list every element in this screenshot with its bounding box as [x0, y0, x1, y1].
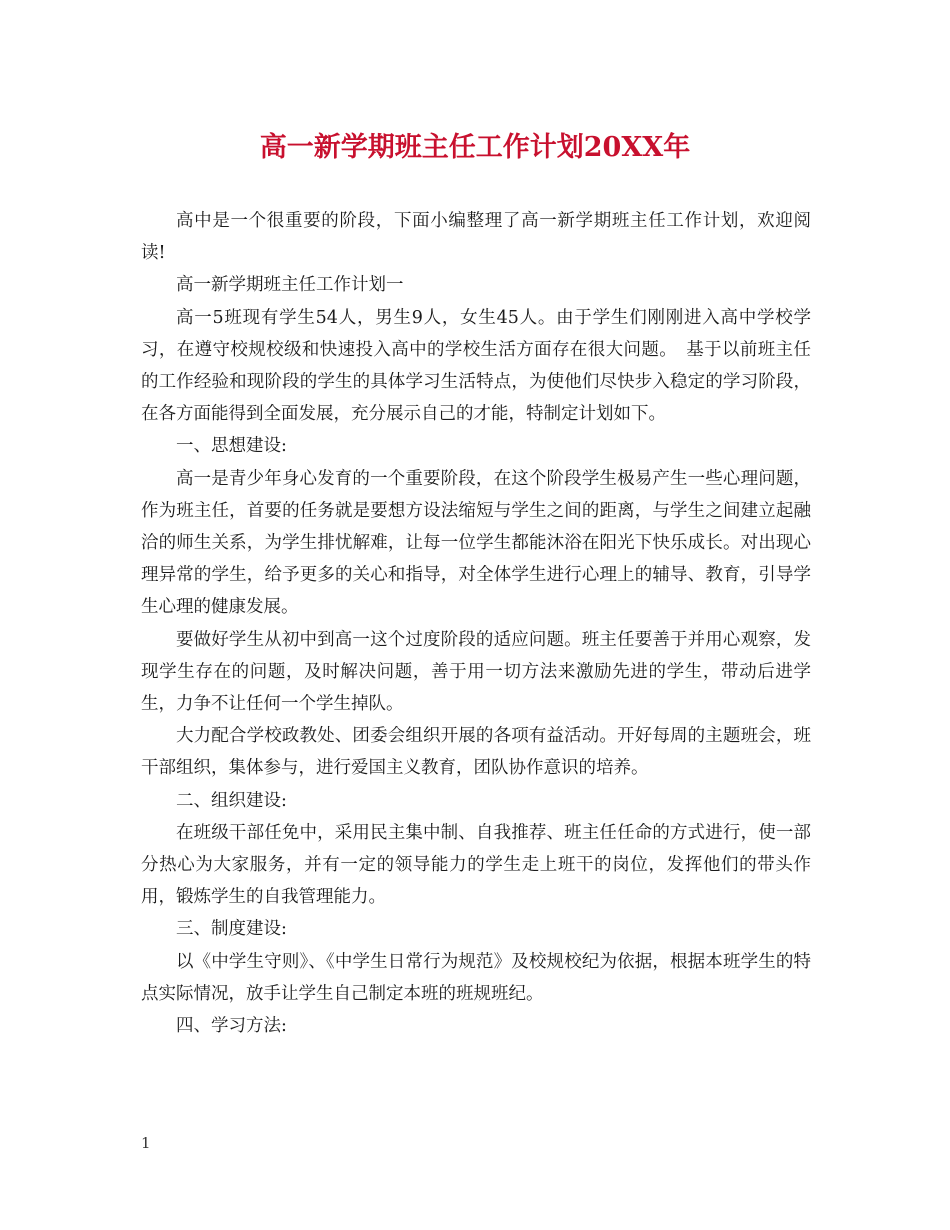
- paragraph-intro: 高中是一个很重要的阶段，下面小编整理了高一新学期班主任工作计划，欢迎阅读!: [141, 211, 811, 264]
- paragraph-organization: 在班级干部任免中，采用民主集中制、自我推荐、班主任任命的方式进行，使一部分热心为大家服务，并有一定的领导能力的学生走上班干的岗位，发挥他们的带头作用，锻炼学生的自我管理能力。: [141, 822, 811, 908]
- paragraph-ideological-2: 要做好学生从初中到高一这个过度阶段的适应问题。班主任要善于并用心观察，发现学生存在的问题，及时解决问题，善于用一切方法来激励先进的学生，带动后进学生，力争不让任何一个学生掉队。: [141, 629, 811, 715]
- paragraph-class-overview: 高一5班现有学生54人，男生9人，女生45人。由于学生们刚刚进入高中学校学习，在遵守校规校级和快速投入高中的学校生活方面存在很大问题。 基于以前班主任的工作经验和现阶段的学生的具体学习生活特点，为使他们尽快步入稳定的学习阶段，在各方面能得到全面发展，充分展示自己的才能，特制定计划如下。: [141, 307, 811, 425]
- paragraph-ideological-1: 高一是青少年身心发育的一个重要阶段，在这个阶段学生极易产生一些心理问题，作为班主任，首要的任务就是要想方设法缩短与学生之间的距离，与学生之间建立起融洽的师生关系，为学生排忧解难，让每一位学生都能沐浴在阳光下快乐成长。对出现心理异常的学生，给予更多的关心和指导，对全体学生进行心理上的辅导、教育，引导学生心理的健康发展。: [141, 468, 811, 618]
- heading-organization: 二、组织建设:: [176, 790, 287, 811]
- document-title: 高一新学期班主任工作计划20XX年: [259, 132, 691, 163]
- paragraph-ideological-3: 大力配合学校政教处、团委会组织开展的各项有益活动。开好每周的主题班会，班干部组织，集体参与，进行爱国主义教育，团队协作意识的培养。: [141, 726, 811, 779]
- heading-ideological: 一、思想建设:: [176, 436, 287, 457]
- heading-plan-one: 高一新学期班主任工作计划一: [176, 275, 404, 296]
- paragraph-rules: 以《中学生守则》、《中学生日常行为规范》及校规校纪为依据，根据本班学生的特点实际情况，放手让学生自己制定本班的班规班纪。: [141, 951, 811, 1004]
- document-body: [141, 205, 811, 1042]
- page-number: 1: [141, 1134, 151, 1152]
- heading-rules: 三、制度建设:: [176, 919, 287, 940]
- heading-study-methods: 四、学习方法:: [176, 1016, 287, 1037]
